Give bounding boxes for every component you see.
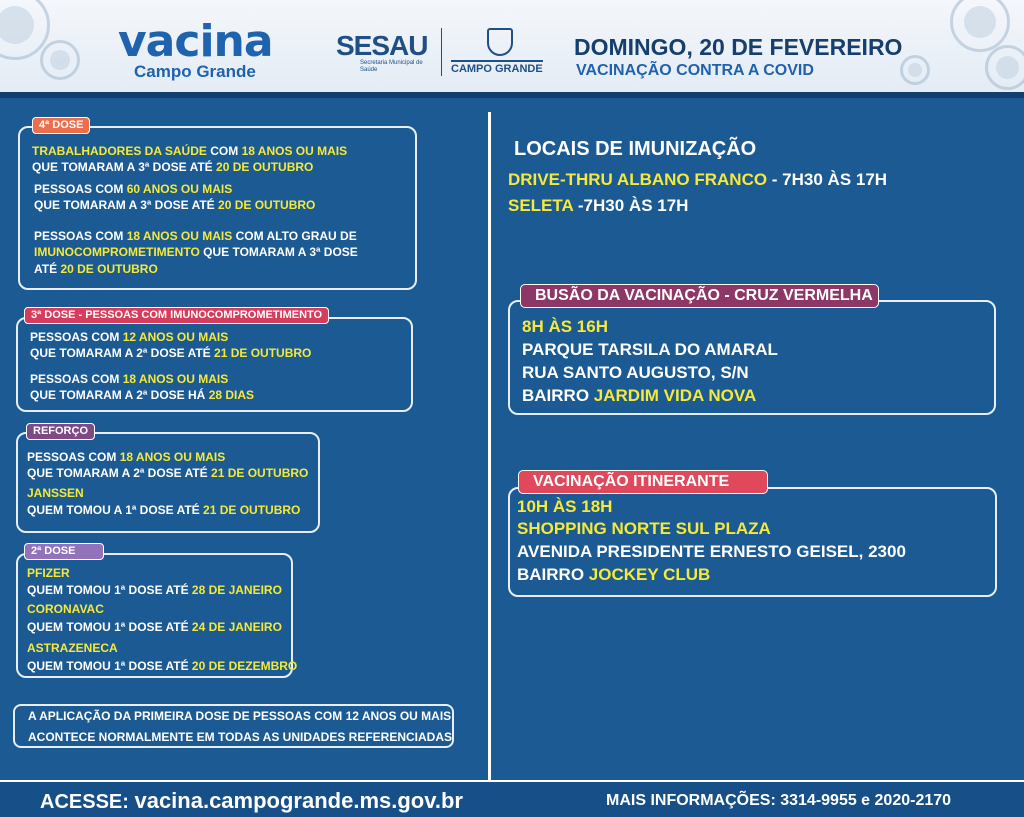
dose4-line: ATÉ 20 DE OUTUBRO — [34, 262, 158, 276]
virus-decoration-icon — [950, 0, 1010, 52]
reforco-line: PESSOAS COM 18 ANOS OU MAIS — [27, 450, 226, 464]
itinerante-line: BAIRRO JOCKEY CLUB — [517, 565, 711, 584]
dose4-line: PESSOAS COM 18 ANOS OU MAIS COM ALTO GRAU DE — [34, 229, 357, 243]
footer-phone-info: MAIS INFORMAÇÕES: 3314-9955 e 2020-2170 — [606, 792, 952, 809]
column-divider — [488, 112, 491, 780]
dose2-line: QUEM TOMOU 1ª DOSE ATÉ 20 DE DEZEMBRO — [27, 659, 298, 673]
virus-decoration-icon — [900, 55, 930, 85]
busao-line: PARQUE TARSILA DO AMARAL — [522, 340, 778, 359]
page-date: DOMINGO, 20 DE FEVEREIRO — [574, 34, 903, 60]
vacina-logo: vacina — [118, 16, 273, 67]
locais-line: SELETA -7H30 ÀS 17H — [508, 196, 689, 215]
busao-line: RUA SANTO AUGUSTO, S/N — [522, 363, 749, 382]
sesau-logo-subtitle: Secretaria Municipal de Saúde — [360, 60, 423, 73]
dose3-line: QUE TOMARAM A 2ª DOSE HÁ 28 DIAS — [30, 388, 255, 402]
dose2-tag: 2ª DOSE — [24, 543, 104, 560]
virus-decoration-icon — [985, 45, 1024, 90]
dose2-line: QUEM TOMOU 1ª DOSE ATÉ 28 DE JANEIRO — [27, 583, 282, 597]
reforco-box — [16, 432, 320, 533]
city-crest-icon — [487, 28, 513, 56]
dose4-line: QUE TOMARAM A 3ª DOSE ATÉ 20 DE OUTUBRO — [32, 160, 314, 174]
reforco-line: QUEM TOMOU A 1ª DOSE ATÉ 21 DE OUTUBRO — [27, 503, 301, 517]
itinerante-line: 10H ÀS 18H — [517, 497, 613, 516]
busao-line: BAIRRO JARDIM VIDA NOVA — [522, 386, 757, 405]
dose2-line: CORONAVAC — [27, 602, 104, 616]
dose4-tag: 4ª DOSE — [32, 117, 90, 134]
locais-title: LOCAIS DE IMUNIZAÇÃO — [514, 138, 757, 160]
dose2-line: PFIZER — [27, 566, 70, 580]
reforco-line: QUE TOMARAM A 2ª DOSE ATÉ 21 DE OUTUBRO — [27, 466, 309, 480]
footer-website: ACESSE: vacina.campogrande.ms.gov.br — [40, 788, 463, 813]
itinerante-line: SHOPPING NORTE SUL PLAZA — [517, 519, 771, 538]
reforco-line: JANSSEN — [27, 486, 84, 500]
dose3-line: PESSOAS COM 12 ANOS OU MAIS — [30, 330, 229, 344]
header-banner — [0, 0, 1024, 96]
dose2-line: QUEM TOMOU 1ª DOSE ATÉ 24 DE JANEIRO — [27, 620, 282, 634]
dose4-line: TRABALHADORES DA SAÚDE COM 18 ANOS OU MAIS — [32, 144, 348, 158]
itinerante-line: AVENIDA PRESIDENTE ERNESTO GEISEL, 2300 — [517, 542, 906, 561]
busao-tag: BUSÃO DA VACINAÇÃO - CRUZ VERMELHA — [520, 284, 879, 308]
reforco-tag: REFORÇO — [26, 423, 95, 440]
busao-line: 8H ÀS 16H — [522, 317, 608, 336]
first-dose-note-line: ACONTECE NORMALMENTE EM TODAS AS UNIDADES REFERENCIADAS — [28, 730, 453, 744]
virus-decoration-icon — [40, 40, 80, 80]
dose3-line: PESSOAS COM 18 ANOS OU MAIS — [30, 372, 229, 386]
dose4-line: IMUNOCOMPROMETIMENTO QUE TOMARAM A 3ª DOSE — [34, 245, 358, 259]
itinerante-tag: VACINAÇÃO ITINERANTE — [518, 470, 768, 494]
vacina-logo-subtitle: Campo Grande — [134, 62, 256, 81]
locais-line: DRIVE-THRU ALBANO FRANCO - 7H30 ÀS 17H — [508, 170, 888, 189]
header-separator — [441, 28, 442, 76]
dose4-line: QUE TOMARAM A 3ª DOSE ATÉ 20 DE OUTUBRO — [34, 198, 316, 212]
website-link[interactable]: vacina.campogrande.ms.gov.br — [134, 788, 463, 813]
campo-grande-logo: CAMPO GRANDE — [451, 60, 543, 75]
footer-bar — [0, 780, 1024, 817]
sesau-logo: SESAU — [336, 30, 428, 61]
first-dose-note-line: A APLICAÇÃO DA PRIMEIRA DOSE DE PESSOAS COM 12 ANOS OU MAIS — [28, 709, 452, 723]
header-border — [0, 92, 1024, 98]
dose3-line: QUE TOMARAM A 2ª DOSE ATÉ 21 DE OUTUBRO — [30, 346, 312, 360]
dose3-tag: 3ª DOSE - PESSOAS COM IMUNOCOMPROMETIMENTO — [24, 307, 329, 324]
dose4-line: PESSOAS COM 60 ANOS OU MAIS — [34, 182, 233, 196]
dose2-line: ASTRAZENECA — [27, 641, 118, 655]
page-subtitle: VACINAÇÃO CONTRA A COVID — [576, 62, 814, 79]
